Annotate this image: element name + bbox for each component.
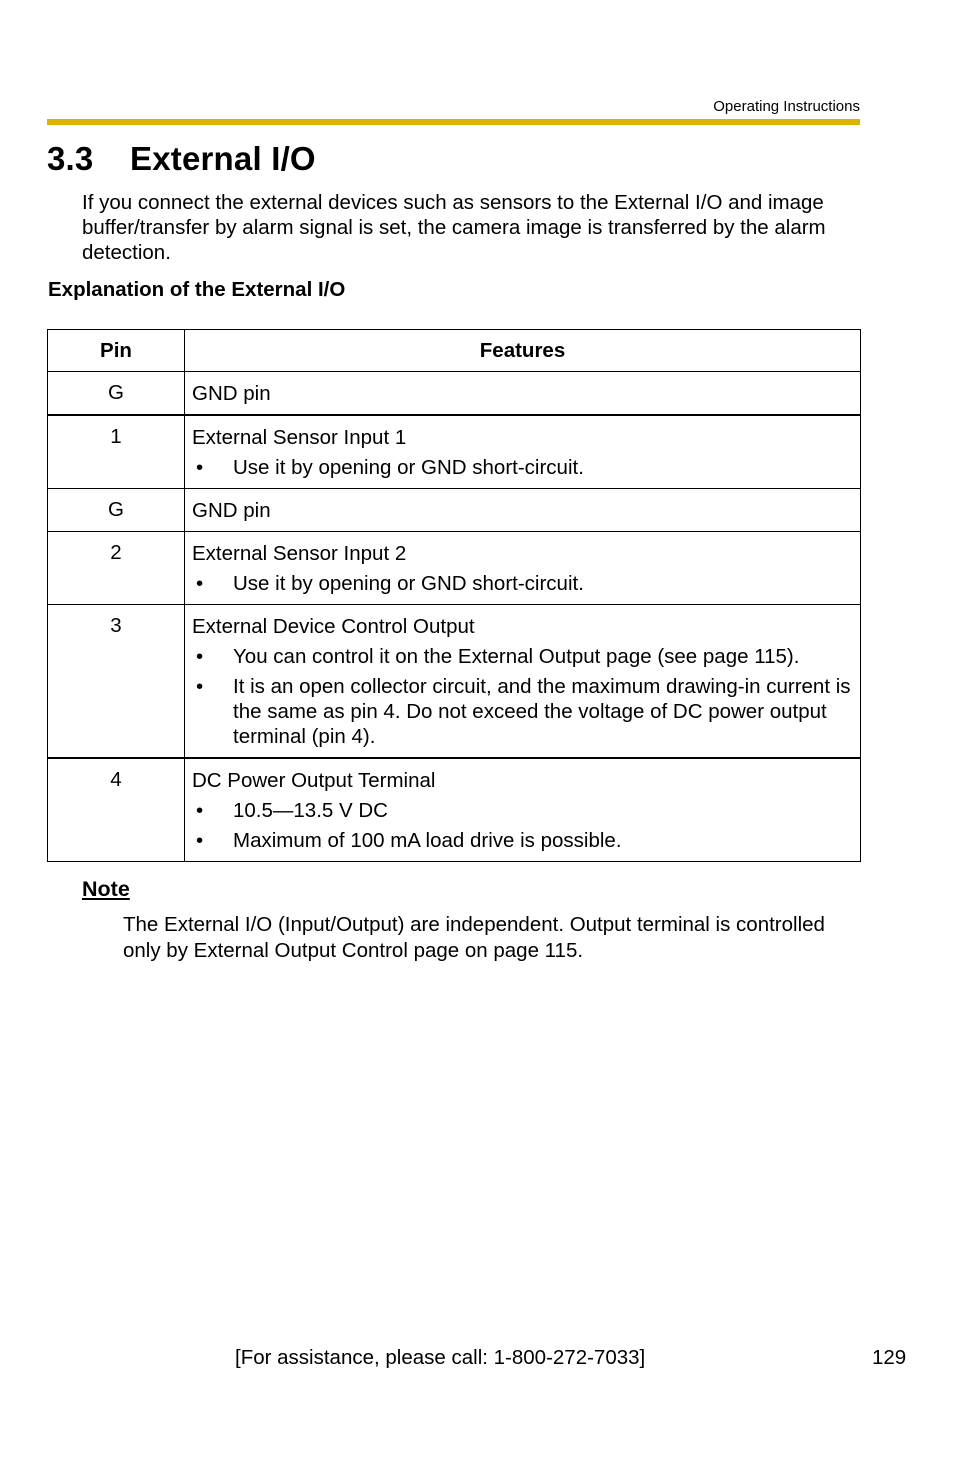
bullet-icon: •	[196, 456, 204, 479]
bullet-text: You can control it on the External Output page (see page 115).	[233, 645, 800, 668]
bullet-icon: •	[196, 829, 204, 852]
header-rule	[47, 119, 860, 125]
intro-paragraph: If you connect the external devices such as sensors to the External I/O and image buffer/transfer by alarm signal is set, the camera image is transferred by the alarm detection.	[82, 191, 826, 264]
footer-assistance: [For assistance, please call: 1-800-272-7033]	[235, 1346, 646, 1369]
feature-bullet-list	[192, 455, 852, 480]
features-cell	[185, 415, 861, 489]
feature-title: External Sensor Input 2	[192, 542, 407, 565]
pin-cell: 3	[48, 605, 185, 759]
bullet-text: Use it by opening or GND short-circuit.	[233, 456, 584, 479]
table-row	[48, 605, 861, 759]
feature-title: External Sensor Input 1	[192, 426, 407, 449]
bullet-text: Use it by opening or GND short-circuit.	[233, 572, 584, 595]
table-row	[48, 758, 861, 862]
section-number: 3.3	[47, 140, 94, 177]
pin-cell: 1	[48, 415, 185, 489]
features-cell	[185, 372, 861, 416]
features-cell	[185, 489, 861, 532]
feature-title: External Device Control Output	[192, 615, 475, 638]
feature-title: DC Power Output Terminal	[192, 769, 436, 792]
features-cell	[185, 532, 861, 605]
features-cell	[185, 605, 861, 759]
pin-table-body	[48, 372, 861, 862]
bullet-icon: •	[196, 675, 204, 698]
bullet-icon: •	[196, 645, 204, 668]
list-item	[192, 674, 852, 749]
bullet-text: 10.5—13.5 V DC	[233, 799, 388, 822]
pin-table	[47, 329, 861, 862]
pin-cell: 4	[48, 758, 185, 862]
running-header: Operating Instructions	[713, 98, 860, 115]
feature-title: GND pin	[192, 499, 271, 522]
table-header-row	[48, 330, 861, 372]
feature-bullet-list	[192, 644, 852, 749]
table-row	[48, 489, 861, 532]
table-row	[48, 532, 861, 605]
subheading: Explanation of the External I/O	[48, 278, 346, 301]
list-item	[192, 644, 852, 669]
pin-cell: G	[48, 372, 185, 416]
features-cell	[185, 758, 861, 862]
page-number: 129	[872, 1346, 907, 1369]
feature-bullet-list	[192, 798, 852, 853]
section-title	[47, 140, 316, 178]
pin-cell: 2	[48, 532, 185, 605]
bullet-text: It is an open collector circuit, and the maximum drawing-in current is the same as pin 4. Do not exceed the voltage of DC power output terminal (pin 4).	[233, 675, 851, 748]
table-row	[48, 372, 861, 416]
list-item	[192, 798, 852, 823]
table-row	[48, 415, 861, 489]
feature-bullet-list	[192, 571, 852, 596]
bullet-icon: •	[196, 572, 204, 595]
list-item	[192, 828, 852, 853]
note-body: The External I/O (Input/Output) are independent. Output terminal is controlled only by External Output Control page on page 115.	[123, 913, 825, 962]
bullet-text: Maximum of 100 mA load drive is possible.	[233, 829, 622, 852]
column-header-pin: Pin	[48, 330, 185, 372]
feature-title: GND pin	[192, 382, 271, 405]
bullet-icon: •	[196, 799, 204, 822]
pin-cell: G	[48, 489, 185, 532]
section-title-text: External I/O	[130, 140, 316, 177]
note-title: Note	[82, 877, 130, 901]
list-item	[192, 571, 852, 596]
column-header-features: Features	[185, 330, 861, 372]
list-item	[192, 455, 852, 480]
